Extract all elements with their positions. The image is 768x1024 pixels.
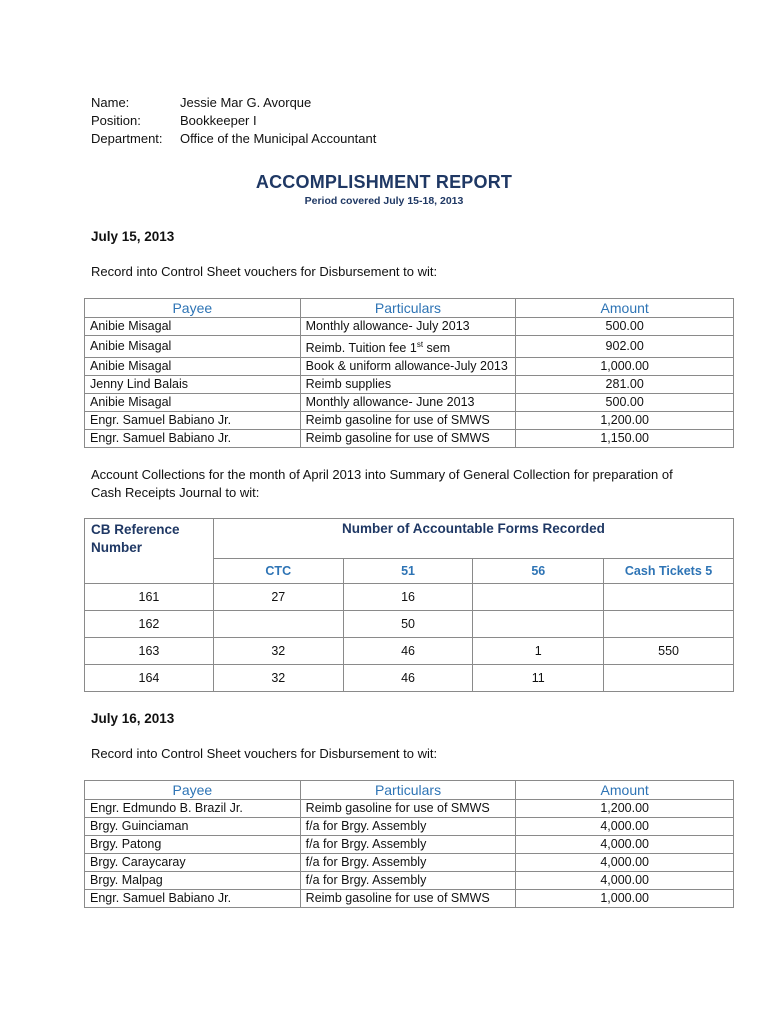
cb-reference-cell: 162 (85, 611, 214, 638)
table-header-row (85, 781, 734, 800)
particulars-header: Particulars (300, 299, 516, 318)
form-51-header: 51 (343, 559, 473, 584)
particulars-cell: Reimb gasoline for use of SMWS (300, 412, 516, 430)
amount-cell: 500.00 (516, 318, 734, 336)
table-row (85, 412, 734, 430)
particulars-cell: f/a for Brgy. Assembly (300, 818, 516, 836)
particulars-cell: Reimb gasoline for use of SMWS (300, 430, 516, 448)
table-row (85, 430, 734, 448)
cash-tickets-header: Cash Tickets 5 (604, 559, 734, 584)
report-subtitle: Period covered July 15-18, 2013 (304, 195, 464, 207)
cash-tickets-cell: 550 (604, 638, 734, 665)
form-56-header: 56 (473, 559, 604, 584)
form-51-cell: 46 (343, 665, 473, 692)
ctc-cell: 32 (213, 665, 343, 692)
form-51-cell: 16 (343, 584, 473, 611)
amount-cell: 4,000.00 (516, 872, 734, 890)
position-row (91, 112, 376, 130)
payee-cell: Engr. Samuel Babiano Jr. (85, 430, 301, 448)
payee-cell: Engr. Edmundo B. Brazil Jr. (85, 800, 301, 818)
form-51-cell: 50 (343, 611, 473, 638)
ctc-header: CTC (213, 559, 343, 584)
date-heading-july-16: July 16, 2013 (91, 711, 175, 726)
payee-cell: Brgy. Malpag (85, 872, 301, 890)
amount-cell: 4,000.00 (516, 854, 734, 872)
cash-tickets-cell (604, 584, 734, 611)
table-row (85, 638, 734, 665)
payee-cell: Engr. Samuel Babiano Jr. (85, 412, 301, 430)
particulars-cell: f/a for Brgy. Assembly (300, 872, 516, 890)
cb-reference-cell: 164 (85, 665, 214, 692)
amount-cell: 1,200.00 (516, 412, 734, 430)
particulars-cell: f/a for Brgy. Assembly (300, 836, 516, 854)
collections-group-header-row (85, 519, 734, 559)
particulars-cell: Reimb gasoline for use of SMWS (300, 890, 516, 908)
ordinal-suffix: st (416, 340, 424, 349)
payee-cell: Brgy. Patong (85, 836, 301, 854)
date-heading-july-15: July 15, 2013 (91, 229, 175, 244)
ctc-cell: 27 (213, 584, 343, 611)
cb-reference-header: CB Reference Number (85, 519, 214, 584)
amount-header: Amount (516, 781, 734, 800)
particulars-header: Particulars (300, 781, 516, 800)
table-row (85, 854, 734, 872)
employee-info (91, 94, 376, 148)
payee-header: Payee (85, 781, 301, 800)
voucher-table-july-16 (84, 780, 734, 908)
amount-cell: 1,200.00 (516, 800, 734, 818)
position-label: Position: (91, 113, 141, 128)
name-value: Jessie Mar G. Avorque (180, 95, 312, 110)
table-row (85, 318, 734, 336)
table-header-row (85, 299, 734, 318)
amount-cell: 4,000.00 (516, 836, 734, 854)
payee-cell: Brgy. Guinciaman (85, 818, 301, 836)
cash-tickets-cell (604, 611, 734, 638)
form-56-cell (473, 611, 604, 638)
cb-reference-cell: 163 (85, 638, 214, 665)
particulars-cell: Monthly allowance- June 2013 (300, 394, 516, 412)
amount-cell: 902.00 (516, 336, 734, 358)
amount-cell: 281.00 (516, 376, 734, 394)
department-label: Department: (91, 131, 163, 146)
report-title: ACCOMPLISHMENT REPORT (255, 172, 513, 192)
cash-tickets-cell (604, 665, 734, 692)
table-row (85, 800, 734, 818)
collections-intro: Account Collections for the month of April 2013 into Summary of General Collection for preparation of Cash Receipts Journal to wit: (91, 467, 673, 500)
name-row (91, 94, 376, 112)
ctc-cell: 32 (213, 638, 343, 665)
particulars-cell: Reimb gasoline for use of SMWS (300, 800, 516, 818)
payee-header: Payee (85, 299, 301, 318)
table-row (85, 818, 734, 836)
department-value: Office of the Municipal Accountant (180, 131, 377, 146)
amount-cell: 4,000.00 (516, 818, 734, 836)
particulars-cell (300, 336, 516, 358)
payee-cell: Anibie Misagal (85, 394, 301, 412)
payee-cell: Jenny Lind Balais (85, 376, 301, 394)
amount-cell: 1,000.00 (516, 358, 734, 376)
disbursement-intro-2: Record into Control Sheet vouchers for Disbursement to wit: (91, 746, 438, 761)
form-51-cell: 46 (343, 638, 473, 665)
position-value: Bookkeeper I (180, 113, 257, 128)
table-row (85, 376, 734, 394)
table-row (85, 890, 734, 908)
particulars-text: Reimb. Tuition fee 1 (305, 341, 417, 356)
table-row (85, 665, 734, 692)
table-row (85, 584, 734, 611)
form-56-cell: 1 (473, 638, 604, 665)
amount-cell: 1,150.00 (516, 430, 734, 448)
department-row (91, 130, 376, 148)
amount-cell: 1,000.00 (516, 890, 734, 908)
cb-reference-cell: 161 (85, 584, 214, 611)
table-row (85, 336, 734, 358)
payee-cell: Anibie Misagal (85, 358, 301, 376)
disbursement-intro-1: Record into Control Sheet vouchers for Disbursement to wit: (91, 264, 438, 279)
table-row (85, 358, 734, 376)
payee-cell: Anibie Misagal (85, 318, 301, 336)
payee-cell: Anibie Misagal (85, 336, 301, 358)
particulars-cell: f/a for Brgy. Assembly (300, 854, 516, 872)
name-label: Name: (91, 95, 130, 110)
amount-cell: 500.00 (516, 394, 734, 412)
particulars-cell: Book & uniform allowance-July 2013 (300, 358, 516, 376)
payee-cell: Engr. Samuel Babiano Jr. (85, 890, 301, 908)
payee-cell: Brgy. Caraycaray (85, 854, 301, 872)
form-56-cell: 11 (473, 665, 604, 692)
particulars-cell: Reimb supplies (300, 376, 516, 394)
amount-header: Amount (516, 299, 734, 318)
collections-table (84, 518, 734, 692)
particulars-cell: Monthly allowance- July 2013 (300, 318, 516, 336)
table-row (85, 394, 734, 412)
form-56-cell (473, 584, 604, 611)
ctc-cell (213, 611, 343, 638)
voucher-table-july-15 (84, 298, 734, 448)
particulars-suffix: sem (423, 341, 451, 356)
table-row (85, 836, 734, 854)
table-row (85, 872, 734, 890)
accountable-forms-header: Number of Accountable Forms Recorded (213, 519, 733, 559)
table-row (85, 611, 734, 638)
